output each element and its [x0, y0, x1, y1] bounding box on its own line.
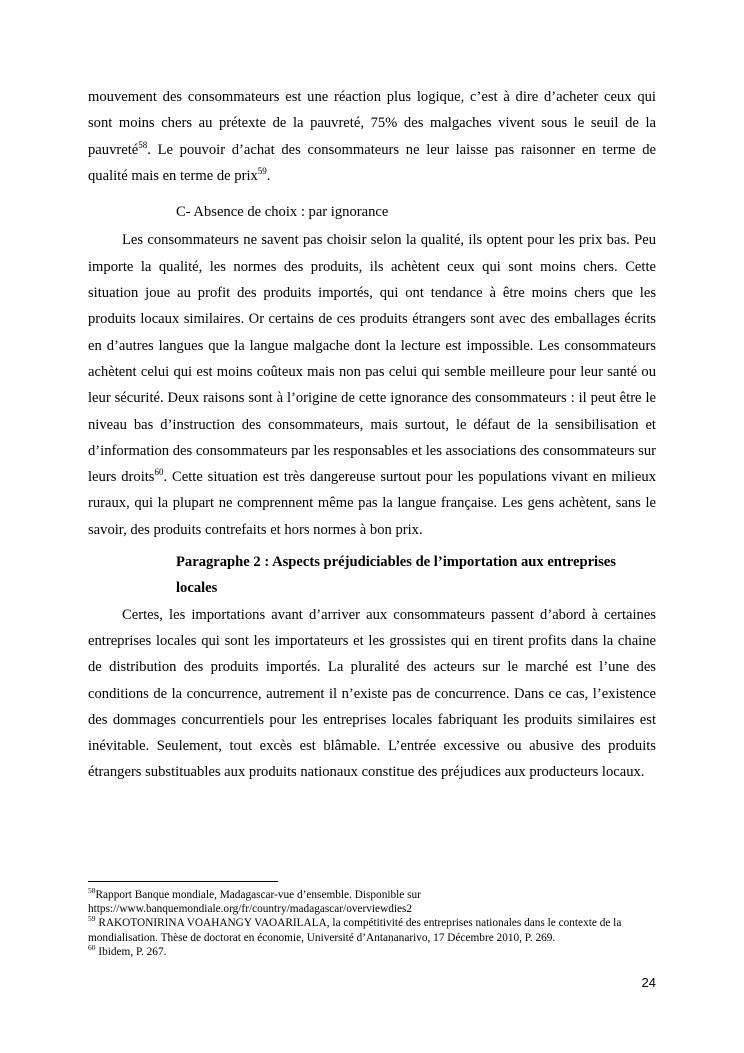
footnote-ref-60[interactable]: 60	[154, 467, 164, 478]
subheading-absence-de-choix: C- Absence de choix : par ignorance	[176, 204, 389, 221]
page-number: 24	[641, 975, 656, 990]
footnote-separator	[88, 881, 278, 882]
paragraph-consumer-movement: mouvement des consommateurs est une réaction plus logique, c’est à dire d’acheter ceux qui sont moins chers au prétexte de la pauvreté, 75% des malgaches vivent sous le seuil de la pauvreté$^{58}$. Le pouvoir d’achat des consommateurs ne leur laisse pas raisonner en terme de qualité mais en terme de prix$^{59}$.	[88, 89, 656, 184]
paragraph-ignorance: Les consommateurs ne savent pas choisir selon la qualité, ils optent pour les prix bas. Peu importe la qualité, les normes des produits, ils achètent ceux qui sont moins chers. Cette situation joue au profit des produits importés, qui ont tendance à être moins chers que les produits locaux similaires. Or certains de ces produits étrangers sont avec des emballages écrits en d’autres langues que la langue malgache dont la lecture est impossible. Les consommateurs achètent celui qui est moins coûteux mais non pas celui qui semble meilleure pour leur santé ou leur sécurité. Deux raisons sont à l’origine de cette ignorance des consommateurs : il peut être le niveau bas d’instruction des consommateurs, mais surtout, le défaut de la sensibilisation et d’information des consommateurs par les responsables et les associations des consommateurs sur leurs droits$^{60}$. Cette situation est très dangereuse surtout pour les populations vivant en milieux ruraux, qui la plupart ne comprennent même pas la langue française. Les gens achètent, sans le savoir, des produits contrefaits et hors normes à bon prix.	[88, 232, 656, 538]
paragraph-importations: Certes, les importations avant d’arriver aux consommateurs passent d’abord à certaines entreprises locales qui sont les importateurs et les grossistes qui en tirent profits dans la chaine de distribution des produits importés. La pluralité des acteurs sur le marché est l’une des conditions de la concurrence, autrement il n’existe pas de concurrence. Dans ce cas, l’existence des dommages concurrentiels pour les entreprises locales fabriquant les produits similaires est inévitable. Seulement, tout excès est blâmable. L’entrée excessive ou abusive des produits étrangers substituables aux produits nationaux constitue des préjudices aux producteurs locaux.	[88, 606, 656, 781]
footnote-60: $^{60}$ Ibidem, P. 267.	[88, 943, 167, 958]
footnote-58: $^{58}$Rapport Banque mondiale, Madagascar-vue d’ensemble. Disponible sur https://www.banquemondiale.org/fr/country/madagascar/overviewdies2	[88, 886, 421, 916]
footnote-59: $^{59}$ RAKOTONIRINA VOAHANGY VAOARILALA, la compétitivité des entreprises nationales dans le contexte de la mondialisation. Thèse de doctorat en économie, Université d’Antananarivo, 17 Décembre 2010, P. 269.	[88, 914, 622, 944]
body-text	[88, 84, 656, 786]
heading-paragraphe-2: Paragraphe 2 : Aspects préjudiciables de l’importation aux entreprises locales	[176, 554, 616, 597]
footnote-ref-59[interactable]: 59	[257, 166, 267, 177]
footnotes	[88, 888, 656, 959]
footnote-ref-58[interactable]: 58	[138, 139, 148, 150]
